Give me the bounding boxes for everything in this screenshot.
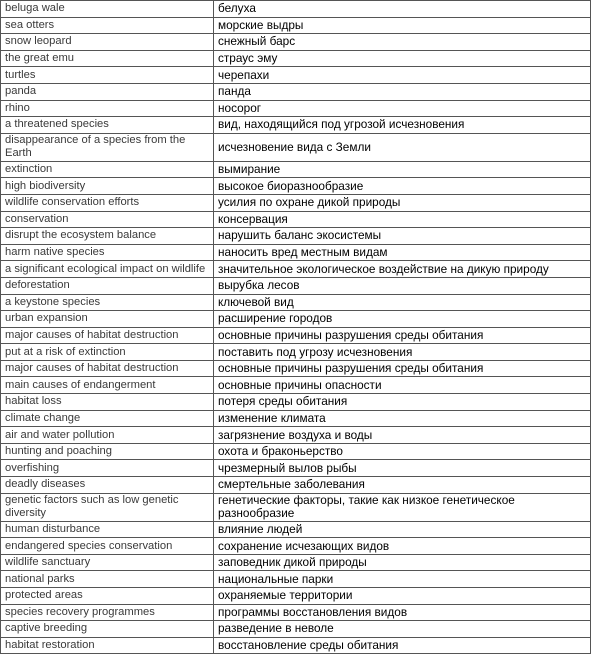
english-term: a keystone species	[1, 294, 214, 311]
english-term: high biodiversity	[1, 178, 214, 195]
english-term: conservation	[1, 211, 214, 228]
table-row	[1, 294, 591, 311]
english-term: snow leopard	[1, 34, 214, 51]
table-row	[1, 161, 591, 178]
table-row	[1, 538, 591, 555]
table-row	[1, 637, 591, 654]
table-row	[1, 67, 591, 84]
english-term: wildlife conservation efforts	[1, 194, 214, 211]
english-term: put at a risk of extinction	[1, 344, 214, 361]
english-term: panda	[1, 83, 214, 100]
russian-translation: заповедник дикой природы	[214, 554, 591, 571]
table-row	[1, 621, 591, 638]
table-row	[1, 228, 591, 245]
english-term: disappearance of a species from the Earth	[1, 133, 214, 161]
table-row	[1, 244, 591, 261]
table-row	[1, 117, 591, 134]
russian-translation: поставить под угрозу исчезновения	[214, 344, 591, 361]
russian-translation: восстановление среды обитания	[214, 637, 591, 654]
russian-translation: усилия по охране дикой природы	[214, 194, 591, 211]
table-row	[1, 427, 591, 444]
table-row	[1, 194, 591, 211]
english-term: climate change	[1, 410, 214, 427]
english-term: captive breeding	[1, 621, 214, 638]
russian-translation: значительное экологическое воздействие на дикую природу	[214, 261, 591, 278]
english-term: protected areas	[1, 588, 214, 605]
table-row	[1, 477, 591, 494]
table-row	[1, 327, 591, 344]
russian-translation: консервация	[214, 211, 591, 228]
russian-translation: носорог	[214, 100, 591, 117]
russian-translation: ключевой вид	[214, 294, 591, 311]
english-term: harm native species	[1, 244, 214, 261]
english-term: a threatened species	[1, 117, 214, 134]
english-term: air and water pollution	[1, 427, 214, 444]
table-row	[1, 100, 591, 117]
english-term: main causes of endangerment	[1, 377, 214, 394]
english-term: national parks	[1, 571, 214, 588]
russian-translation: снежный барс	[214, 34, 591, 51]
table-row	[1, 460, 591, 477]
table-row	[1, 571, 591, 588]
english-term: hunting and poaching	[1, 443, 214, 460]
english-term: human disturbance	[1, 521, 214, 538]
russian-translation: вырубка лесов	[214, 277, 591, 294]
table-row	[1, 311, 591, 328]
russian-translation: основные причины разрушения среды обитания	[214, 327, 591, 344]
russian-translation: изменение климата	[214, 410, 591, 427]
russian-translation: основные причины разрушения среды обитания	[214, 360, 591, 377]
english-term: major causes of habitat destruction	[1, 360, 214, 377]
english-term: rhino	[1, 100, 214, 117]
table-row	[1, 261, 591, 278]
russian-translation: нарушить баланс экосистемы	[214, 228, 591, 245]
english-term: beluga wale	[1, 1, 214, 18]
table-row	[1, 394, 591, 411]
russian-translation: влияние людей	[214, 521, 591, 538]
table-row	[1, 277, 591, 294]
russian-translation: генетические факторы, такие как низкое генетическое разнообразие	[214, 493, 591, 521]
english-term: the great emu	[1, 50, 214, 67]
table-row	[1, 360, 591, 377]
russian-translation: чрезмерный вылов рыбы	[214, 460, 591, 477]
russian-translation: высокое биоразнообразие	[214, 178, 591, 195]
russian-translation: национальные парки	[214, 571, 591, 588]
russian-translation: охраняемые территории	[214, 588, 591, 605]
russian-translation: вымирание	[214, 161, 591, 178]
russian-translation: морские выдры	[214, 17, 591, 34]
table-row	[1, 377, 591, 394]
russian-translation: сохранение исчезающих видов	[214, 538, 591, 555]
table-row	[1, 521, 591, 538]
english-term: genetic factors such as low genetic diversity	[1, 493, 214, 521]
english-term: wildlife sanctuary	[1, 554, 214, 571]
table-row	[1, 17, 591, 34]
table-row	[1, 133, 591, 161]
english-term: habitat loss	[1, 394, 214, 411]
russian-translation: разведение в неволе	[214, 621, 591, 638]
russian-translation: вид, находящийся под угрозой исчезновения	[214, 117, 591, 134]
russian-translation: программы восстановления видов	[214, 604, 591, 621]
table-row	[1, 50, 591, 67]
english-term: major causes of habitat destruction	[1, 327, 214, 344]
vocabulary-table-body	[1, 1, 591, 654]
russian-translation: охота и браконьерство	[214, 443, 591, 460]
english-term: a significant ecological impact on wildlife	[1, 261, 214, 278]
english-term: deforestation	[1, 277, 214, 294]
english-term: endangered species conservation	[1, 538, 214, 555]
english-term: habitat restoration	[1, 637, 214, 654]
english-term: disrupt the ecosystem balance	[1, 228, 214, 245]
table-row	[1, 178, 591, 195]
english-term: urban expansion	[1, 311, 214, 328]
russian-translation: основные причины опасности	[214, 377, 591, 394]
russian-translation: исчезновение вида с Земли	[214, 133, 591, 161]
russian-translation: страус эму	[214, 50, 591, 67]
russian-translation: наносить вред местным видам	[214, 244, 591, 261]
russian-translation: расширение городов	[214, 311, 591, 328]
russian-translation: загрязнение воздуха и воды	[214, 427, 591, 444]
english-term: sea otters	[1, 17, 214, 34]
table-row	[1, 604, 591, 621]
table-row	[1, 344, 591, 361]
russian-translation: панда	[214, 83, 591, 100]
table-row	[1, 211, 591, 228]
russian-translation: смертельные заболевания	[214, 477, 591, 494]
table-row	[1, 410, 591, 427]
russian-translation: белуха	[214, 1, 591, 18]
table-row	[1, 1, 591, 18]
english-term: turtles	[1, 67, 214, 84]
english-term: deadly diseases	[1, 477, 214, 494]
table-row	[1, 554, 591, 571]
table-row	[1, 493, 591, 521]
table-row	[1, 34, 591, 51]
russian-translation: потеря среды обитания	[214, 394, 591, 411]
english-term: extinction	[1, 161, 214, 178]
english-term: overfishing	[1, 460, 214, 477]
english-term: species recovery programmes	[1, 604, 214, 621]
table-row	[1, 83, 591, 100]
table-row	[1, 443, 591, 460]
table-row	[1, 588, 591, 605]
russian-translation: черепахи	[214, 67, 591, 84]
